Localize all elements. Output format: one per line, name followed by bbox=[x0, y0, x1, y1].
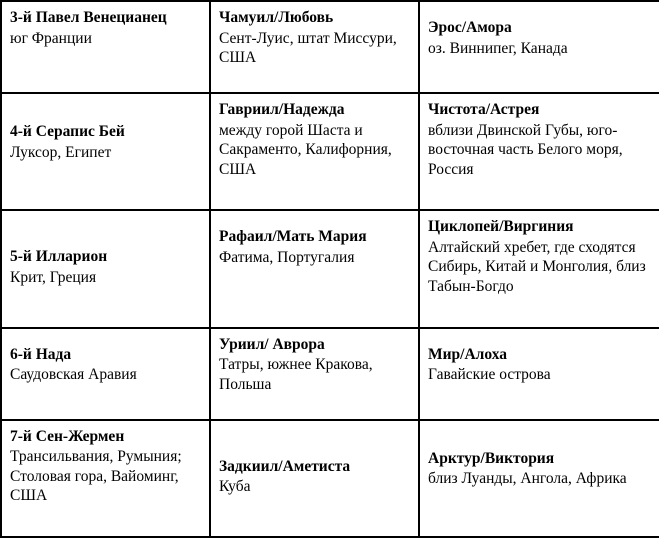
cell-title: 7-й Сен-Жермен bbox=[10, 427, 125, 445]
cell-title: Циклопей/Виргиния bbox=[428, 218, 574, 236]
cell-content bbox=[428, 335, 651, 385]
cell-subtitle: Луксор, Египет bbox=[10, 143, 112, 161]
table-cell-archangel bbox=[210, 1, 419, 93]
table-cell-master bbox=[1, 1, 210, 93]
cell-content bbox=[219, 335, 410, 395]
cell-subtitle: близ Луанды, Ангола, Африка bbox=[428, 470, 627, 488]
table-cell-elohim bbox=[419, 93, 659, 210]
cell-content bbox=[428, 217, 651, 296]
table-cell-master bbox=[1, 328, 210, 420]
cell-content bbox=[10, 100, 201, 162]
table-cell-archangel bbox=[210, 210, 419, 327]
cell-title: Гавриил/Надежда bbox=[219, 101, 345, 119]
cell-subtitle: Куба bbox=[219, 478, 251, 496]
table-cell-elohim bbox=[419, 420, 659, 537]
table-cell-master bbox=[1, 93, 210, 210]
cell-subtitle: Саудовская Аравия bbox=[10, 366, 137, 384]
table-cell-elohim bbox=[419, 1, 659, 93]
cell-content bbox=[428, 100, 651, 179]
cell-title: Задкиил/Аметиста bbox=[219, 457, 351, 475]
cell-title: Эрос/Амора bbox=[428, 19, 512, 36]
cell-subtitle: Татры, южнее Кракова, Польша bbox=[219, 356, 373, 393]
table-cell-master bbox=[1, 210, 210, 327]
cell-subtitle: вблизи Двинской Губы, юго-восточная часть Белого моря, Россия bbox=[428, 121, 623, 178]
cell-title: 4-й Серапис Бей bbox=[10, 123, 125, 141]
cell-title: 3-й Павел Венецианец bbox=[10, 9, 167, 26]
cell-title: Арктур/Виктория bbox=[428, 449, 555, 467]
table-cell-elohim bbox=[419, 210, 659, 327]
cell-content bbox=[10, 8, 201, 48]
cell-content bbox=[10, 217, 201, 287]
cell-subtitle: оз. Виннипег, Канада bbox=[428, 39, 568, 57]
table-row bbox=[1, 93, 659, 210]
cell-content bbox=[219, 8, 410, 68]
cell-content bbox=[10, 335, 201, 385]
cell-subtitle: Гавайские острова bbox=[428, 366, 551, 384]
cell-title: Чамуил/Любовь bbox=[219, 9, 334, 26]
cell-subtitle: Фатима, Португалия bbox=[219, 248, 355, 266]
table-row bbox=[1, 210, 659, 327]
table-row bbox=[1, 1, 659, 93]
cell-subtitle: Сент-Луис, штат Миссури, США bbox=[219, 29, 397, 67]
cell-subtitle: юг Франции bbox=[10, 29, 92, 47]
cell-content bbox=[428, 427, 651, 489]
table-row bbox=[1, 420, 659, 537]
table-row bbox=[1, 328, 659, 420]
cell-content bbox=[428, 8, 651, 58]
cell-title: 5-й Илларион bbox=[10, 248, 108, 266]
cell-title: 6-й Нада bbox=[10, 345, 72, 363]
cell-title: Уриил/ Аврора bbox=[219, 335, 325, 353]
cell-subtitle: между горой Шаста и Сакраменто, Калифорния, США bbox=[219, 121, 392, 178]
cell-content bbox=[10, 427, 201, 506]
table-cell-master bbox=[1, 420, 210, 537]
cell-title: Чистота/Астрея bbox=[428, 101, 540, 119]
table-cell-elohim bbox=[419, 328, 659, 420]
cell-content bbox=[219, 217, 410, 267]
cell-content bbox=[219, 427, 410, 497]
cell-subtitle: Крит, Греция bbox=[10, 268, 97, 286]
cell-subtitle: Трансильвания, Румыния; Столовая гора, Вайоминг, США bbox=[10, 448, 182, 505]
table-cell-archangel bbox=[210, 328, 419, 420]
table-cell-archangel bbox=[210, 420, 419, 537]
cell-subtitle: Алтайский хребет, где сходятся Сибирь, Китай и Монголия, близ Табын-Богдо bbox=[428, 238, 646, 295]
table-cell-archangel bbox=[210, 93, 419, 210]
cell-content bbox=[219, 100, 410, 179]
cell-title: Рафаил/Мать Мария bbox=[219, 228, 367, 246]
cell-title: Мир/Алоха bbox=[428, 345, 508, 363]
